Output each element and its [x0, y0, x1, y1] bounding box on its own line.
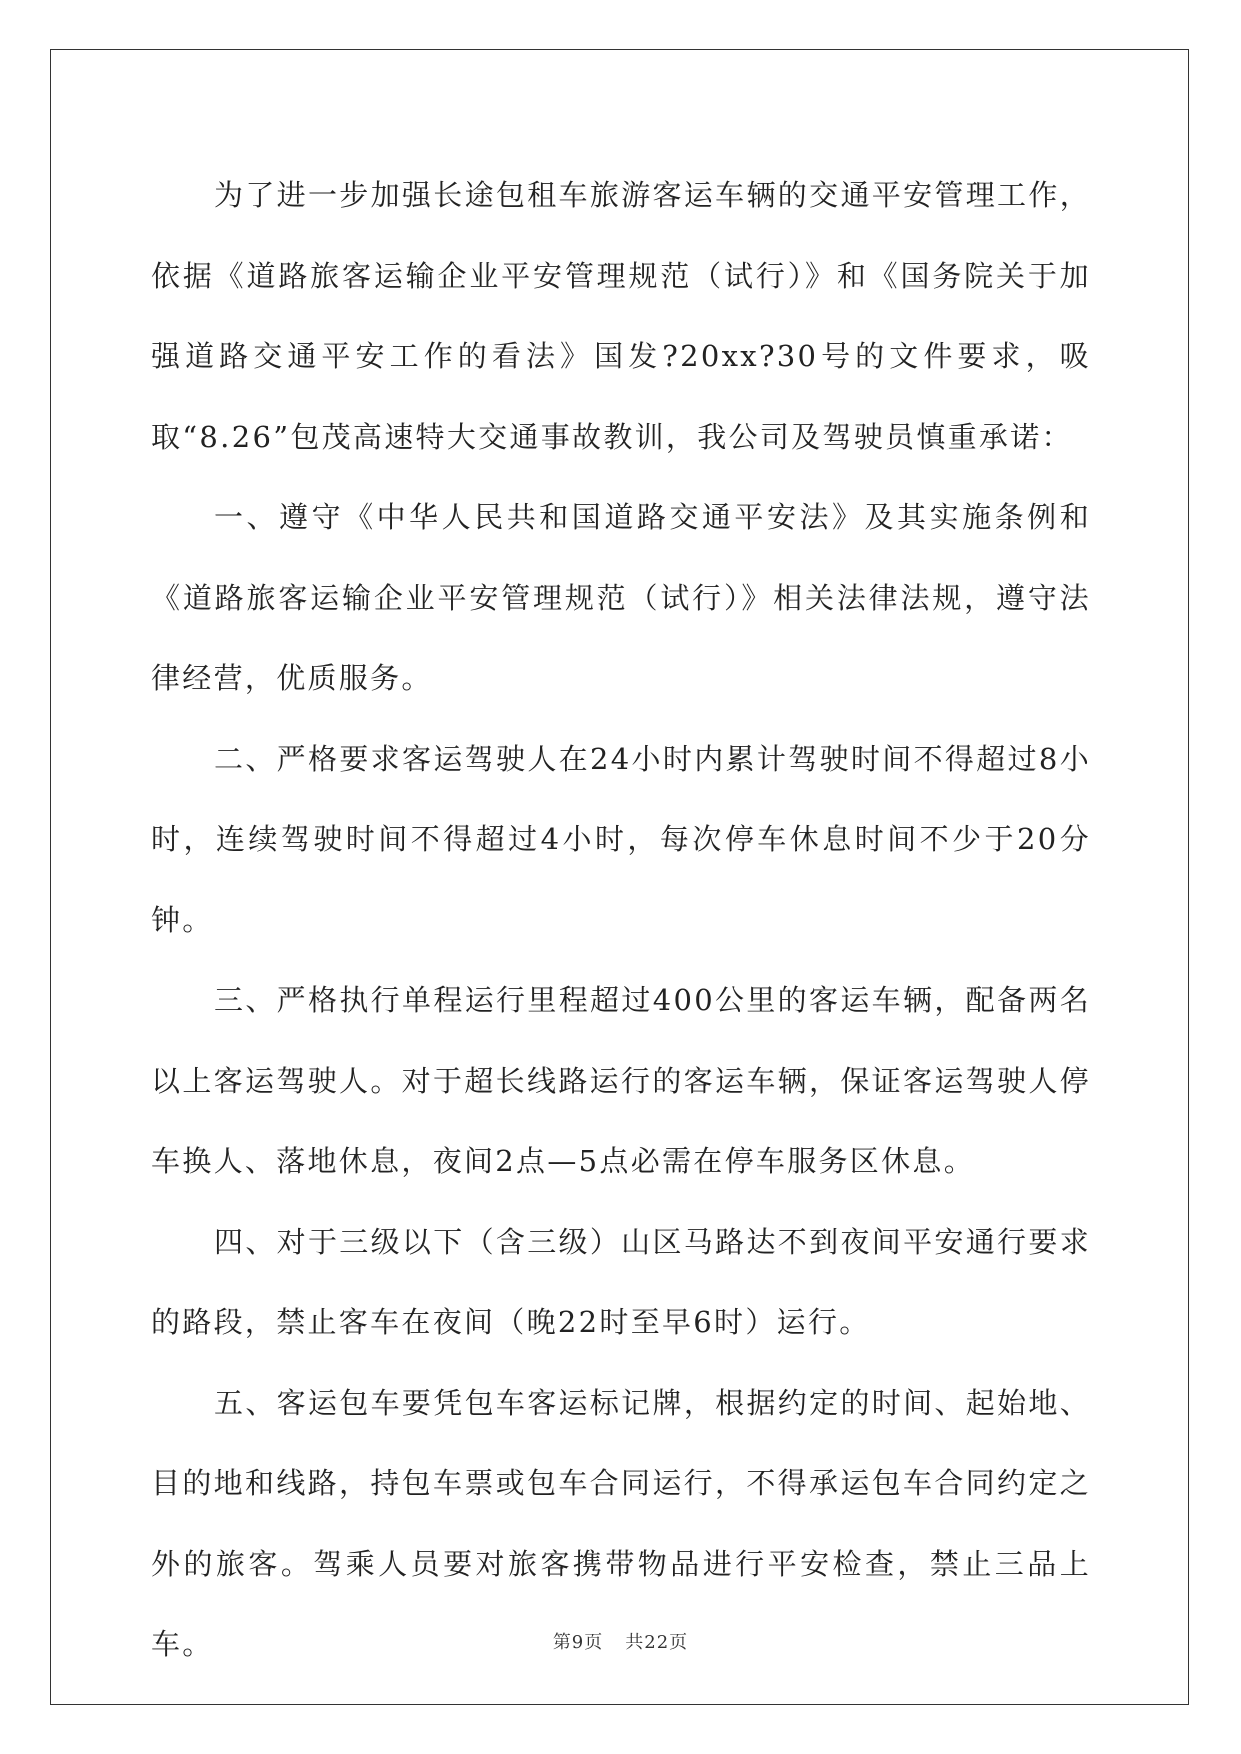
total-pages: 共22页	[625, 1632, 689, 1653]
paragraph-item-3: 三、严格执行单程运行里程超过400公里的客运车辆，配备两名以上客运驾驶人。对于超长线路运行的客运车辆，保证客运驾驶人停车换人、落地休息，夜间2点—5点必需在停车服务区休息。	[151, 983, 1091, 1178]
document-body	[151, 155, 1091, 1685]
paragraph-intro: 为了进一步加强长途包租车旅游客运车辆的交通平安管理工作，依据《道路旅客运输企业平安管理规范（试行）》和《国务院关于加强道路交通平安工作的看法》国发?20xx?30号的文件要求，吸取“8.26”包茂高速特大交通事故教训，我公司及驾驶员慎重承诺：	[151, 178, 1091, 454]
page-number: 第9页	[552, 1632, 604, 1653]
paragraph-item-4: 四、对于三级以下（含三级）山区马路达不到夜间平安通行要求的路段，禁止客车在夜间（晚22时至早6时）运行。	[151, 1224, 1091, 1339]
paragraph-item-5: 五、客运包车要凭包车客运标记牌，根据约定的时间、起始地、目的地和线路，持包车票或包车合同运行，不得承运包车合同约定之外的旅客。驾乘人员要对旅客携带物品进行平安检查，禁止三品上车。	[151, 1385, 1091, 1661]
paragraph-item-1: 一、遵守《中华人民共和国道路交通平安法》及其实施条例和《道路旅客运输企业平安管理规范（试行）》相关法律法规，遵守法律经营，优质服务。	[151, 500, 1091, 695]
paragraph-item-2: 二、严格要求客运驾驶人在24小时内累计驾驶时间不得超过8小时，连续驾驶时间不得超过4小时，每次停车休息时间不少于20分钟。	[151, 741, 1091, 937]
page-footer	[0, 1628, 1241, 1654]
